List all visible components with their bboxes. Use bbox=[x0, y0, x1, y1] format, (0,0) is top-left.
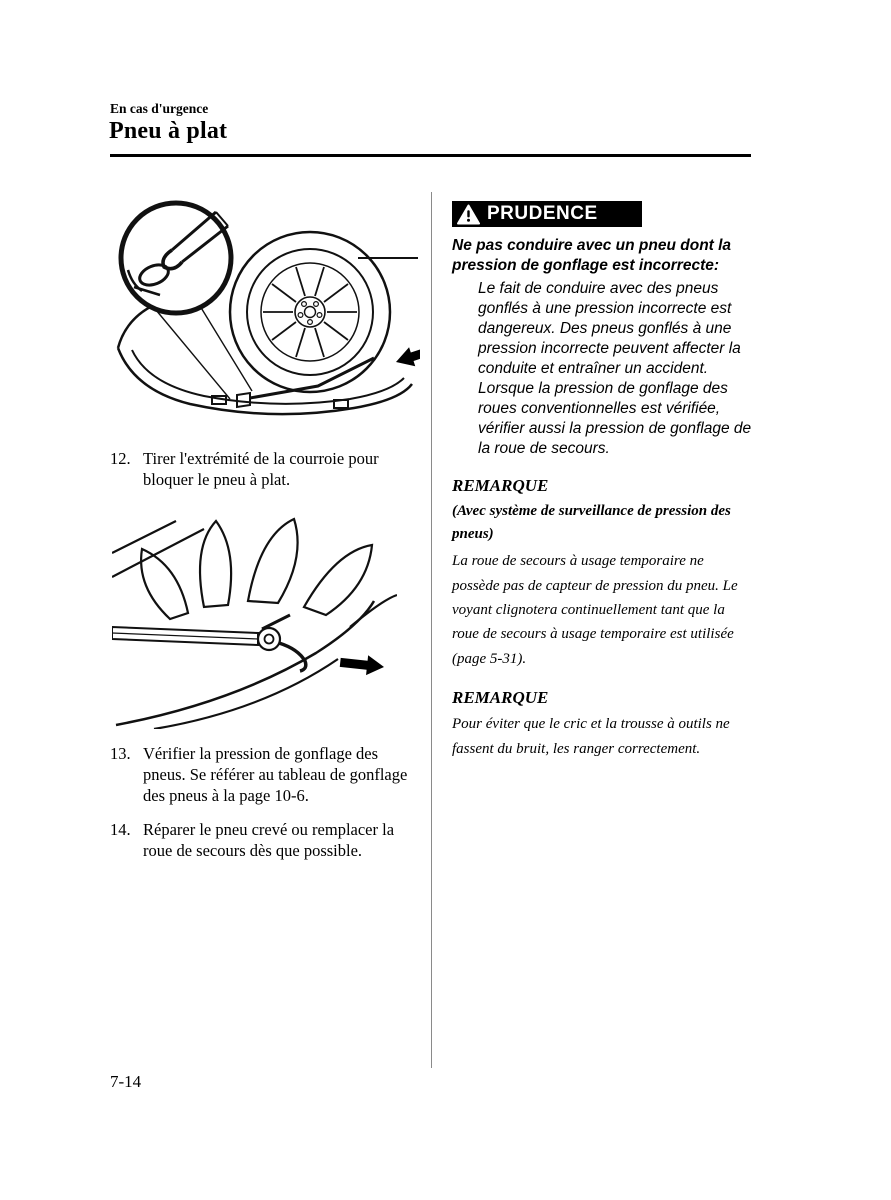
step-12 bbox=[110, 449, 424, 491]
pull-direction-arrow bbox=[393, 339, 420, 372]
pull-direction-arrow bbox=[339, 652, 385, 676]
warning-triangle-icon bbox=[457, 204, 480, 225]
step-number: 12. bbox=[110, 449, 131, 468]
note-subheading: (Avec système de surveillance de pression des pneus) bbox=[452, 503, 731, 542]
step-text: Vérifier la pression de gonflage des pneus. Se référer au tableau de gonflage des pneus à la page 10-6. bbox=[143, 743, 408, 805]
caution-label: PRUDENCE bbox=[487, 203, 598, 224]
step-text: Réparer le pneu crevé ou remplacer la roue de secours dès que possible. bbox=[143, 819, 395, 860]
caution-body: Le fait de conduire avec des pneus gonflés à une pression incorrecte est dangereux. Des pneus gonflés à une pression incorrecte peuvent affecter la conduite et entraîner un accident. Lorsque la pression de gonflage des roues conventionnelles est vérifiée, vérifier aussi la pression de gonflage de la roue de secours. bbox=[478, 280, 752, 458]
step-number: 14. bbox=[110, 819, 131, 839]
page-title: Pneu à plat bbox=[109, 118, 228, 144]
note-label: REMARQUE bbox=[452, 688, 549, 708]
strap-ratchet-drawing bbox=[112, 615, 306, 671]
note-body: La roue de secours à usage temporaire ne possède pas de capteur de pression du pneu. Le voyant clignotera continuellement tant que la roue de secours à usage temporaire est utilisée (page 5-31). bbox=[452, 553, 738, 667]
step-13 bbox=[110, 744, 424, 807]
step-14 bbox=[110, 820, 424, 862]
step-number: 13. bbox=[110, 743, 131, 763]
wheel-strap-closeup-illustration bbox=[112, 507, 397, 729]
magnifier-inset bbox=[121, 203, 231, 313]
wheel-closeup-drawing bbox=[112, 519, 397, 729]
column-divider bbox=[431, 192, 432, 1068]
spare-tire-drawing bbox=[230, 232, 390, 392]
right-column bbox=[452, 201, 752, 761]
page-number: 7-14 bbox=[110, 1072, 142, 1091]
note-label: REMARQUE bbox=[452, 476, 549, 496]
note-body: Pour éviter que le cric et la trousse à outils ne fassent du bruit, les ranger correctement. bbox=[452, 716, 730, 757]
step-text: Tirer l'extrémité de la courroie pour bloquer le pneu à plat. bbox=[143, 449, 379, 489]
caution-heading: Ne pas conduire avec un pneu dont la pression de gonflage est incorrecte: bbox=[452, 237, 732, 275]
section-label: En cas d'urgence bbox=[110, 101, 209, 116]
caution-banner bbox=[452, 201, 642, 227]
title-rule bbox=[110, 154, 751, 157]
left-column bbox=[110, 198, 424, 862]
spare-tire-strap-illustration bbox=[112, 200, 420, 436]
